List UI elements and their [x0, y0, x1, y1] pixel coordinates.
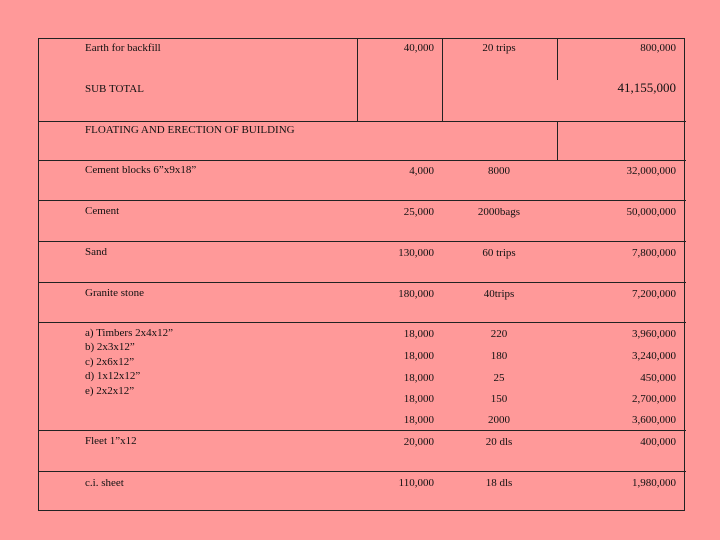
rate-cell: 18,000 — [403, 393, 434, 405]
rate-cell: 180,000 — [398, 288, 434, 300]
amount-cell: 7,200,000 — [632, 288, 676, 300]
item-cell: Sand — [85, 246, 107, 258]
rate-cell: 20,000 — [403, 436, 434, 448]
qty-cell: 25 — [493, 372, 505, 384]
timber-label: c) 2x6x12” — [85, 356, 135, 368]
qty-cell: 20 dls — [485, 436, 513, 448]
row-divider — [39, 160, 686, 161]
item-cell: Cement blocks 6”x9x18” — [85, 164, 197, 176]
qty-cell: 20 trips — [482, 42, 516, 54]
rate-cell: 4,000 — [409, 165, 434, 177]
row-divider — [39, 282, 686, 283]
amount-cell: 400,000 — [640, 436, 676, 448]
item-cell: Granite stone — [85, 287, 144, 299]
rate-cell: 40,000 — [403, 42, 434, 54]
timber-label: b) 2x3x12” — [85, 341, 135, 353]
col-divider — [557, 121, 558, 160]
rate-cell: 18,000 — [403, 350, 434, 362]
amount-cell: 32,000,000 — [626, 165, 676, 177]
rate-cell: 18,000 — [403, 328, 434, 340]
row-divider — [39, 121, 686, 122]
qty-cell: 180 — [490, 350, 508, 362]
cost-table — [38, 38, 685, 511]
row-divider — [39, 200, 686, 201]
item-cell: Cement — [85, 205, 120, 217]
section-heading: FLOATING AND ERECTION OF BUILDING — [85, 124, 295, 136]
rate-cell: 130,000 — [398, 247, 434, 259]
item-cell: c.i. sheet — [85, 477, 124, 489]
qty-cell: 220 — [490, 328, 508, 340]
qty-cell: 2000bags — [477, 206, 521, 218]
subtotal-label: SUB TOTAL — [85, 83, 144, 95]
row-divider — [39, 322, 686, 323]
item-cell: Earth for backfill — [85, 42, 161, 54]
qty-cell: 8000 — [488, 165, 510, 177]
amount-cell: 7,800,000 — [632, 247, 676, 259]
rate-cell: 18,000 — [403, 372, 434, 384]
amount-cell: 3,960,000 — [632, 328, 676, 340]
qty-cell: 40trips — [483, 288, 515, 300]
timber-label: a) Timbers 2x4x12” — [85, 327, 173, 339]
qty-cell: 2000 — [488, 414, 510, 426]
row-divider — [39, 471, 686, 472]
amount-cell: 800,000 — [640, 42, 676, 54]
amount-cell: 3,600,000 — [632, 414, 676, 426]
rate-cell: 110,000 — [398, 477, 434, 489]
qty-cell: 18 dls — [485, 477, 513, 489]
qty-cell: 150 — [490, 393, 508, 405]
amount-cell: 2,700,000 — [632, 393, 676, 405]
timber-label: e) 2x2x12” — [85, 385, 135, 397]
amount-cell: 1,980,000 — [632, 477, 676, 489]
amount-cell: 3,240,000 — [632, 350, 676, 362]
col-divider — [357, 39, 358, 121]
qty-cell: 60 trips — [482, 247, 516, 259]
row-divider — [39, 430, 686, 431]
amount-cell: 450,000 — [640, 372, 676, 384]
rate-cell: 25,000 — [403, 206, 434, 218]
subtotal-amount: 41,155,000 — [617, 80, 676, 95]
row-divider — [39, 241, 686, 242]
item-cell: Fleet 1”x12 — [85, 435, 137, 447]
amount-cell: 50,000,000 — [626, 206, 676, 218]
timber-label: d) 1x12x12” — [85, 370, 141, 382]
rate-cell: 18,000 — [403, 414, 434, 426]
